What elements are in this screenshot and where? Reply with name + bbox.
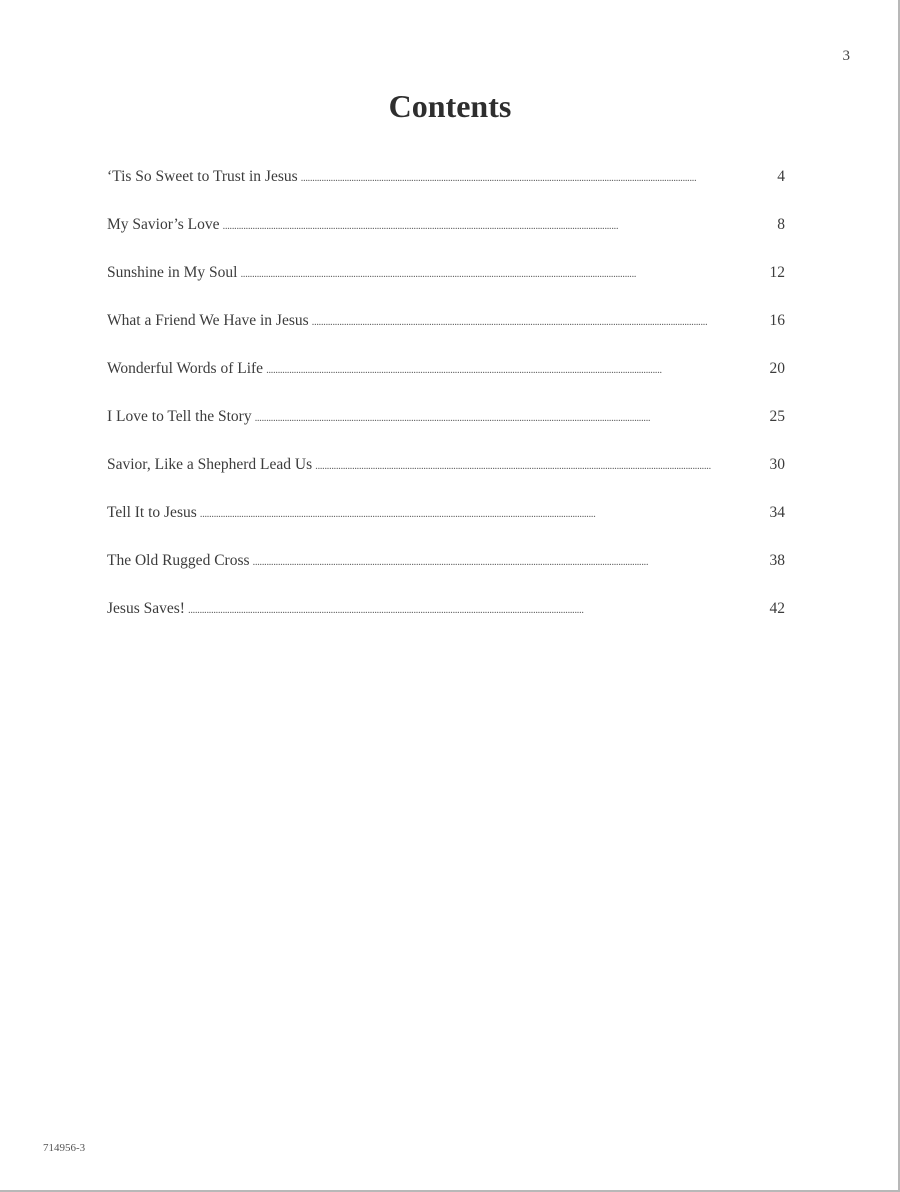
toc-entry-page: 8 (777, 216, 785, 233)
toc-entry-page: 4 (777, 168, 785, 185)
toc-entry-page: 25 (769, 408, 785, 425)
toc-entry-title: ‘Tis So Sweet to Trust in Jesus (107, 168, 298, 185)
toc-dot-leader (255, 408, 769, 426)
toc-entry-page: 16 (769, 312, 785, 329)
table-of-contents (107, 168, 785, 648)
toc-entry-page: 34 (769, 504, 785, 521)
toc-entry[interactable] (107, 360, 785, 408)
toc-entry[interactable] (107, 408, 785, 456)
toc-entry[interactable] (107, 456, 785, 504)
toc-dot-leader (188, 600, 769, 618)
toc-dot-leader (223, 216, 777, 234)
toc-entry-title: Jesus Saves! (107, 600, 185, 617)
toc-entry-title: Tell It to Jesus (107, 504, 197, 521)
toc-entry[interactable] (107, 312, 785, 360)
toc-dot-leader (312, 312, 769, 330)
toc-entry-title: I Love to Tell the Story (107, 408, 252, 425)
toc-dot-leader (301, 168, 777, 186)
toc-dot-leader (315, 456, 768, 474)
toc-entry-title: Sunshine in My Soul (107, 264, 238, 281)
toc-dot-leader (240, 264, 768, 282)
toc-entry[interactable] (107, 600, 785, 648)
toc-entry-title: Wonderful Words of Life (107, 360, 264, 377)
toc-entry-title: Savior, Like a Shepherd Lead Us (107, 456, 313, 473)
toc-entry[interactable] (107, 168, 785, 216)
footer-catalog-code: 714956-3 (43, 1142, 86, 1154)
toc-entry-title: My Savior’s Love (107, 216, 220, 233)
toc-dot-leader (253, 552, 769, 570)
toc-entry[interactable] (107, 264, 785, 312)
toc-dot-leader (266, 360, 768, 378)
toc-entry-page: 12 (769, 264, 785, 281)
toc-entry[interactable] (107, 504, 785, 552)
toc-entry-page: 30 (769, 456, 785, 473)
page-number: 3 (842, 48, 850, 64)
toc-entry-page: 38 (769, 552, 785, 569)
page-title: Contents (388, 88, 512, 124)
toc-entry-page: 42 (769, 600, 785, 617)
toc-entry-title: What a Friend We Have in Jesus (107, 312, 309, 329)
toc-entry[interactable] (107, 552, 785, 600)
toc-entry-title: The Old Rugged Cross (107, 552, 250, 569)
toc-dot-leader (200, 504, 769, 522)
toc-entry[interactable] (107, 216, 785, 264)
toc-entry-page: 20 (769, 360, 785, 377)
